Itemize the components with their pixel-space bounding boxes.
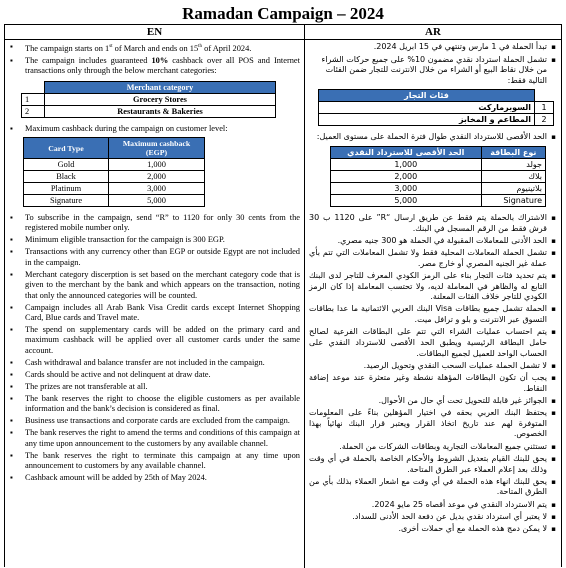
ar-card-type-header: نوع البطاقة (481, 146, 545, 158)
list-item: ▪ Business use transactions and corporate cards are excluded from the campaign. (9, 416, 300, 426)
list-item: ▪ تستثني جميع المعاملات التجارية وبطاقات الشركات من الحملة. (309, 442, 556, 453)
ar-max-cashback-header: الحد الأقصى للاسترداد النقدي (331, 146, 482, 158)
ar-column-header: AR (425, 26, 441, 38)
list-item: ▪ The bank reserves the right to terminate this campaign at any time upon announcement to customers by any available channel. (9, 451, 300, 472)
table-row: 1 Grocery Stores (22, 93, 276, 105)
table-row: Gold 1,000 (24, 159, 205, 171)
en-campaign-dates: ▪ The campaign starts on 1st of March and ends on 15th of April 2024. (9, 42, 300, 54)
en-max-cashback-intro: ▪ Maximum cashback during the campaign on customer level: (9, 124, 300, 134)
table-row: Signature 5,000 (331, 194, 546, 206)
list-item: ▪ الاشتراك بالحملة يتم فقط عن طريق ارسال “R” على 1120 ب 30 قرش فقط من الرقم المسجل في البنك. (309, 213, 556, 234)
english-terms (5, 40, 305, 568)
table-row: بلاك 2,000 (331, 170, 546, 182)
ar-max-cashback-intro: ▪ الحد الأقصى للاسترداد النقدي طوال فترة الحملة على مستوى العميل: (309, 132, 556, 143)
list-item: ▪ يحق للبنك القيام بتعديل الشروط والأحكام الخاصة بالحملة في أي وقت وذلك بعد إعلام العملاء عبر الطرق المتاحة. (309, 454, 556, 475)
en-cashback-intro: ▪ The campaign includes guaranteed 10% cashback over all POS and Internet transactions only through the below merchant categories: (9, 56, 300, 77)
list-item: ▪ The prizes are not transferable at all. (9, 382, 300, 392)
table-row: Black 2,000 (24, 171, 205, 183)
list-item: ▪ يجب أن تكون البطاقات المؤهلة نشطة وغير متعثرة عند موعد إضافة النقاط. (309, 373, 556, 394)
list-item: ▪ الجوائز غير قابلة للتحويل تحت أي حال من الأحوال. (309, 396, 556, 407)
table-row: 2 Restaurants & Bakeries (22, 105, 276, 117)
merchant-category-table (21, 81, 276, 118)
max-cashback-header: Maximum cashback (EGP) (109, 138, 205, 159)
en-intro-list (9, 42, 300, 77)
ar-merchant-category-table (318, 89, 554, 126)
table-row: جولد 1,000 (331, 158, 546, 170)
list-item: ▪ لا تشمل الحملة عمليات السحب النقدي وتحويل الرصيد. (309, 361, 556, 372)
list-item: ▪ الحملة تشمل جميع بطاقات Visa البنك العربي الائتمانية ما عدا بطاقات التسوق عبر الانترنت و بلو و ترافل ميت. (309, 304, 556, 325)
page-title: Ramadan Campaign – 2024 (182, 4, 384, 23)
ar-merchant-category-header: فئات التجار (319, 90, 535, 102)
list-item: ▪ To subscribe in the campaign, send “R” to 1120 for only 30 cents from the registered mobile number only. (9, 213, 300, 234)
list-item: ▪ يتم تحديد فئات التجار بناء على الرمز الكودي المعرف للتاجر لدى البنك التابع له والظاهر في المعاملة لديه، ولا تحتسب المعاملة إذا كان الرمز الكودي للتاجر خلاف الفئات المعلنة. (309, 271, 556, 303)
table-row: بلاتينيوم 3,000 (331, 182, 546, 194)
list-item: ▪ يحق للبنك انهاء هذه الحملة في أي وقت مع اشعار العملاء بذلك بأي من الطرق المتاحة. (309, 477, 556, 498)
list-item: ▪ Minimum eligible transaction for the campaign is 300 EGP. (9, 235, 300, 245)
language-header-row (5, 25, 561, 40)
table-row: Signature 5,000 (24, 195, 205, 207)
arabic-terms (305, 40, 561, 568)
list-item: ▪ تشمل الحملة المعاملات المحلية فقط ولا تشمل المعاملات التي تتم بأي عملة غير الجنيه المصري أو خارج مصر. (309, 248, 556, 269)
ar-terms-list (309, 213, 556, 535)
list-item: ▪ يتم احتساب عمليات الشراء التي تتم على البطاقات الفرعية لصالح حامل البطاقة الرئيسية ويطبق الحد الأقصى للاسترداد النقدي على الحساب الواحد للعميل لجميع البطاقات. (309, 327, 556, 359)
list-item: ▪ The bank reserves the right to amend the terms and conditions of this campaign at any time upon announcement to the customers by any available channel. (9, 428, 300, 449)
ar-cashback-intro: ▪ تشمل الحملة استرداد نقدي مضمون 10% على جميع حركات الشراء من خلال نقاط البيع أو الشراء من خلال الانترنت للتجار ضمن الفئات التالية فقط: (309, 55, 556, 87)
en-terms-list (9, 213, 300, 483)
en-column-header: EN (5, 25, 305, 39)
list-item: ▪ The spend on supplementary cards will be added on the primary card and maximum cashback will be applied over all customer cards under the same account. (9, 325, 300, 356)
list-item: ▪ Cash withdrawal and balance transfer are not included in the campaign. (9, 358, 300, 368)
terms-table (4, 24, 562, 567)
list-item: ▪ يتم الاسترداد النقدي في موعد أقصاه 25 مايو 2024. (309, 500, 556, 511)
list-item: ▪ الحد الأدنى للمعاملات المقبولة في الحملة هو 300 جنيه مصري. (309, 236, 556, 247)
list-item: ▪ The bank reserves the right to choose the eligible customers as per available information and the bank’s decision is considered as final. (9, 394, 300, 415)
list-item: ▪ لا يمكن دمج هذه الحملة مع أي حملات أخرى. (309, 524, 556, 535)
ar-campaign-dates: ▪ تبدأ الحملة في 1 مارس وتنتهي في 15 ابريل 2024. (309, 42, 556, 53)
list-item: ▪ Campaign includes all Arab Bank Visa Credit cards except Internet Shopping Card, Blue cards and Travel mate. (9, 303, 300, 324)
max-cashback-table (23, 137, 205, 207)
table-row: Platinum 3,000 (24, 183, 205, 195)
table-row: 2 المطاعم و المخابز (319, 114, 554, 126)
list-item: ▪ Cashback amount will be added by 25th of May 2024. (9, 473, 300, 483)
list-item: ▪ Cards should be active and not delinquent at draw date. (9, 370, 300, 380)
ar-max-cashback-table (330, 146, 546, 207)
list-item: ▪ يحتفظ البنك العربي بحقه في اختيار المؤهلين بناءً على المعلومات المتوفرة لهم عند تاريخ اتخاذ القرار ويعتبر قرار البنك نهائياً بهذا الخصوص. (309, 408, 556, 440)
merchant-category-header: Merchant category (45, 81, 276, 93)
list-item: ▪ Transactions with any currency other than EGP or outside Egypt are not included in the campaign. (9, 247, 300, 268)
card-type-header: Card Type (24, 138, 109, 159)
list-item: ▪ لا يعتبر أي استرداد نقدي بديل عن دفعة الحد الأدنى للسداد. (309, 512, 556, 523)
table-row: 1 السوبرماركت (319, 102, 554, 114)
list-item: ▪ Merchant category discerption is set based on the merchant category code that is given to the merchant by the bank and which appears on the transaction, noting that only the announced categories will be counted. (9, 270, 300, 301)
